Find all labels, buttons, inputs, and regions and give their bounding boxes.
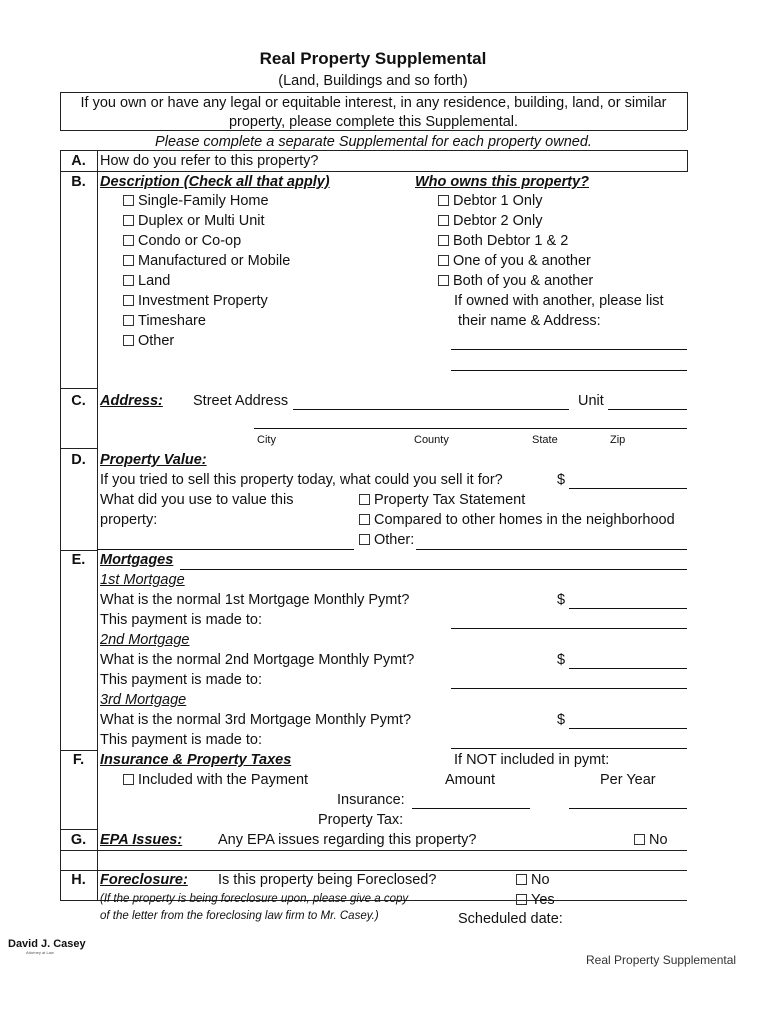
dollar-sign: $ [557,472,566,488]
option-label: Other [138,333,175,349]
zip-label: Zip [610,434,626,446]
mortgage-heading: 1st Mortgage [100,572,185,588]
option-label: No [531,872,550,888]
foreclosure-question: Is this property being Foreclosed? [218,872,437,888]
option-label: Duplex or Multi Unit [138,213,265,229]
valuation-option[interactable] [359,531,414,549]
description-option[interactable] [123,192,269,210]
property-tax-label: Property Tax: [318,812,404,828]
insurance-taxes-title: Insurance & Property Taxes [100,752,292,768]
sale-value-question: If you tried to sell this property today, what could you sell it for? [100,472,503,488]
dollar-sign: $ [557,652,566,668]
instruction-text: Please complete a separate Supplemental for each property owned. [155,134,592,150]
checkbox-icon[interactable] [516,874,527,885]
divider-g-bottom [60,850,687,851]
description-option[interactable] [123,292,268,310]
foreclosure-note-line-1: (If the property is being foreclosure upon, please give a copy [100,893,409,905]
description-option[interactable] [123,272,170,290]
option-label: Land [138,273,171,289]
option-label: Compared to other homes in the neighborhood [374,512,675,528]
description-option[interactable] [123,332,174,350]
option-label: Debtor 2 Only [453,213,543,229]
checkbox-icon[interactable] [359,534,370,545]
valuation-option[interactable] [359,491,525,509]
sale-value-field[interactable] [569,488,687,489]
dollar-sign: $ [557,712,566,728]
owner-option[interactable] [438,272,593,290]
signature-logo: David J. Casey [8,938,86,950]
mortgages-title: Mortgages [100,552,174,568]
letter-f: F. [72,752,85,768]
mortgage-payment-field[interactable] [569,668,687,669]
mortgage-payment-question: What is the normal 2nd Mortgage Monthly Pymt? [100,652,415,668]
option-label: One of you & another [453,253,591,269]
option-label: Property Tax Statement [374,492,526,508]
foreclosure-note-line-2: of the letter from the foreclosing law firm to Mr. Casey.) [100,910,379,922]
city-label: City [257,434,276,446]
option-label: Manufactured or Mobile [138,253,291,269]
amount-label: Amount [445,772,495,788]
option-label: Included with the Payment [138,772,309,788]
checkbox-icon[interactable] [359,494,370,505]
description-option[interactable] [123,312,206,330]
option-label: Both of you & another [453,273,594,289]
description-option[interactable] [123,212,265,230]
mortgage-payee-field[interactable] [451,748,687,749]
intro-line-2: property, please complete this Supplemental. [228,114,519,130]
mortgage-payee-label: This payment is made to: [100,672,262,688]
divider-g [60,829,97,830]
section-d-rule [97,549,354,550]
valuation-option[interactable] [359,511,675,529]
checkbox-icon[interactable] [123,295,134,306]
checkbox-icon[interactable] [123,335,134,346]
frame-right-a [687,150,688,172]
letter-h: H. [71,872,86,888]
street-address-field[interactable] [293,409,569,410]
option-label: Debtor 1 Only [453,193,543,209]
other-value-field[interactable] [416,549,687,550]
owner-option[interactable] [438,232,568,250]
checkbox-icon[interactable] [123,275,134,286]
owner-title: Who owns this property? [415,174,589,190]
mortgage-heading: 3rd Mortgage [100,692,187,708]
owner-note-line-2: their name & Address: [458,313,601,329]
description-title: Description (Check all that apply) [100,174,330,190]
state-label: State [532,434,558,446]
frame-left [60,150,61,900]
valuation-method-label-2: property: [100,512,158,528]
mortgage-payment-question: What is the normal 1st Mortgage Monthly Pymt? [100,592,410,608]
address-title: Address: [100,393,163,409]
checkbox-icon[interactable] [438,195,449,206]
letter-a: A. [71,153,86,169]
frame-right-intro [687,92,688,130]
intro-line-1: If you own or have any legal or equitable interest, in any residence, building, land, or similar [80,95,667,111]
per-year-label: Per Year [600,772,656,788]
street-address-label: Street Address [193,393,289,409]
checkbox-icon[interactable] [634,834,645,845]
valuation-method-label-1: What did you use to value this [100,492,294,508]
checkbox-icon[interactable] [123,235,134,246]
mortgage-payment-question: What is the normal 3rd Mortgage Monthly Pymt? [100,712,412,728]
mortgage-payee-label: This payment is made to: [100,612,262,628]
checkbox-icon[interactable] [123,315,134,326]
footer-title: Real Property Supplemental [586,953,737,967]
checkbox-icon[interactable] [438,255,449,266]
owner-option[interactable] [438,252,591,270]
epa-question: Any EPA issues regarding this property? [218,832,477,848]
insurance-per-year-field[interactable] [569,808,687,809]
mortgage-payee-field[interactable] [451,688,687,689]
page-title: Real Property Supplemental [259,49,487,68]
foreclosure-yes-option[interactable] [516,891,555,909]
section-e-rule [180,569,687,570]
option-label: Other: [374,532,415,548]
option-label: Yes [531,892,555,908]
divider-b [60,171,687,172]
checkbox-icon[interactable] [123,215,134,226]
letter-c: C. [71,393,86,409]
foreclosure-title: Foreclosure: [100,872,188,888]
option-label: Condo or Co-op [138,233,242,249]
foreclosure-no-option[interactable] [516,871,550,889]
checkbox-icon[interactable] [359,514,370,525]
epa-title: EPA Issues: [100,832,183,848]
description-option[interactable] [123,232,241,250]
epa-no-option[interactable] [634,831,668,849]
scheduled-date-label: Scheduled date: [458,911,563,927]
option-label: Investment Property [138,293,268,309]
letter-b: B. [71,174,86,190]
checkbox-icon[interactable] [438,235,449,246]
page-subtitle: (Land, Buildings and so forth) [278,73,468,89]
mortgage-payee-label: This payment is made to: [100,732,262,748]
co-owner-field-1[interactable] [451,349,687,350]
letter-column-divider [97,150,98,900]
mortgage-heading: 2nd Mortgage [100,632,190,648]
included-option[interactable] [123,771,308,789]
mortgage-payee-field[interactable] [451,628,687,629]
owner-option[interactable] [438,212,542,230]
owner-note-line-1: If owned with another, please list [454,293,664,309]
checkbox-icon[interactable] [123,255,134,266]
checkbox-icon[interactable] [516,894,527,905]
city-county-state-zip-field[interactable] [254,428,687,429]
divider-c [60,388,97,389]
not-included-label: If NOT included in pymt: [454,752,610,768]
property-value-title: Property Value: [100,452,207,468]
checkbox-icon[interactable] [123,774,134,785]
checkbox-icon[interactable] [438,275,449,286]
letter-g: G. [70,832,87,848]
option-label: Both Debtor 1 & 2 [453,233,569,249]
checkbox-icon[interactable] [438,215,449,226]
owner-option[interactable] [438,192,542,210]
option-label: Single-Family Home [138,193,269,209]
description-option[interactable] [123,252,290,270]
frame-top [60,92,687,93]
letter-e: E. [71,552,86,568]
co-owner-field-2[interactable] [451,370,687,371]
unit-label: Unit [578,393,604,409]
county-label: County [414,434,449,446]
signature-subtext: Attorney at Law [26,950,54,955]
divider-d [60,448,97,449]
mortgage-payment-field[interactable] [569,728,687,729]
letter-d: D. [71,452,86,468]
property-reference-question: How do you refer to this property? [100,153,319,169]
dollar-sign: $ [557,592,566,608]
option-label: Timeshare [138,313,206,329]
option-label: No [649,832,668,848]
insurance-label: Insurance: [337,792,405,808]
unit-field[interactable] [608,409,687,410]
frame-divider [60,130,687,131]
mortgage-payment-field[interactable] [569,608,687,609]
checkbox-icon[interactable] [123,195,134,206]
insurance-amount-field[interactable] [412,808,530,809]
divider-a [60,150,687,151]
